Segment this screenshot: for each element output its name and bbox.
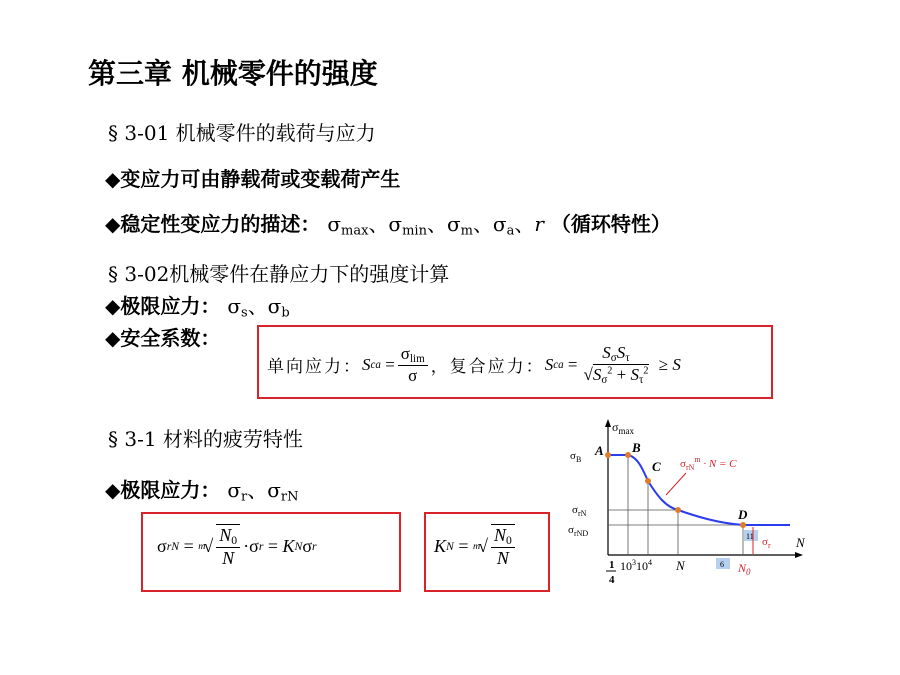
stress-params: $\sigma_{max}$、$\sigma_{min}$、$\sigma_m$、$\sigma_a$、r (327, 212, 544, 239)
fatigue-limit-stress-symbols: $\sigma_r$、$\sigma_{rN}$ (227, 478, 299, 505)
bullet-safety-factor: ◆安全系数： (105, 326, 221, 350)
point-n (675, 507, 681, 513)
combined-stress-label: ，复合应力： (430, 357, 545, 377)
label-d: D (738, 507, 748, 522)
tick-quarter-den: 4 (609, 574, 615, 586)
tick-10-3: $10^310^4$ (620, 558, 652, 573)
bullet-limit-stress-static (105, 290, 290, 320)
tick-n0: $N_0$ (738, 561, 751, 577)
sigma-r-label: $\sigma_r$ (762, 536, 771, 550)
life-factor-formula: K N = m √ $\frac{N_0}{N}$ (434, 524, 518, 569)
single-stress-label: 单向应力： (267, 357, 362, 377)
x-axis-arrow (795, 552, 803, 558)
bullet-stable-stress-label: ◆稳定性变应力的描述： (105, 212, 321, 236)
x-axis-label: N (796, 535, 805, 550)
curve-label-leader (666, 473, 686, 495)
fatigue-formula-box (141, 512, 401, 592)
section-3-02-heading: § 3-02机械零件在静应力下的强度计算 (108, 262, 450, 286)
badge-6-text: 6 (720, 560, 724, 569)
fatigue-limit-formula: σ rN = m √ $\frac{N_0}{N}$ ·σ r = K N σ r (157, 525, 317, 569)
fatigue-curve (608, 455, 790, 525)
tick-sigma-b: $\sigma_B$ (570, 450, 582, 464)
label-b: B (632, 440, 641, 455)
y-axis-arrow (605, 419, 611, 427)
limit-stress-label: ◆极限应力： (105, 294, 221, 318)
life-factor-formula-box (424, 512, 550, 592)
page-title: 第三章 机械零件的强度 (88, 57, 378, 90)
safety-factor-formula-box (257, 325, 773, 399)
bullet-stable-stress (105, 208, 671, 238)
safety-factor-formula: 单向应力： S ca = $\frac{\sigma_{lim}}{\sigma}$ ，复合应力： S ca = $\frac{S_\sigma S_\tau}{√S_\sigma^2 + S_\tau^2}$ ≥ S (267, 343, 681, 387)
label-a: A (595, 443, 604, 458)
fatigue-curve-chart (548, 415, 818, 600)
point-d (740, 522, 746, 528)
bullet-limit-stress-fatigue (105, 474, 298, 504)
tick-sigma-rn: $\sigma_{rN}$ (572, 504, 587, 518)
tick-n: N (676, 558, 685, 573)
section-3-01-heading: § 3-01 机械零件的载荷与应力 (108, 121, 376, 145)
label-c: C (652, 459, 661, 474)
bullet-variable-stress: ◆变应力可由静载荷或变载荷产生 (105, 167, 401, 191)
point-c (645, 478, 651, 484)
badge-11-text: 11 (746, 532, 754, 541)
point-b (625, 452, 631, 458)
fatigue-limit-stress-label: ◆极限应力： (105, 478, 221, 502)
y-axis-label: $\sigma_{max}$ (612, 420, 634, 436)
cycle-characteristic-note: （循环特性） (550, 212, 671, 236)
tick-sigma-rnd: $\sigma_{rND}$ (568, 524, 589, 538)
point-a (605, 452, 611, 458)
curve-equation-label: $\sigma_{rN}^m \cdot N = C$ (680, 455, 737, 472)
limit-stress-symbols: $\sigma_s$、$\sigma_b$ (227, 294, 290, 321)
section-3-1-heading: § 3-1 材料的疲劳特性 (108, 427, 303, 451)
tick-quarter-num: 1 (609, 559, 615, 571)
